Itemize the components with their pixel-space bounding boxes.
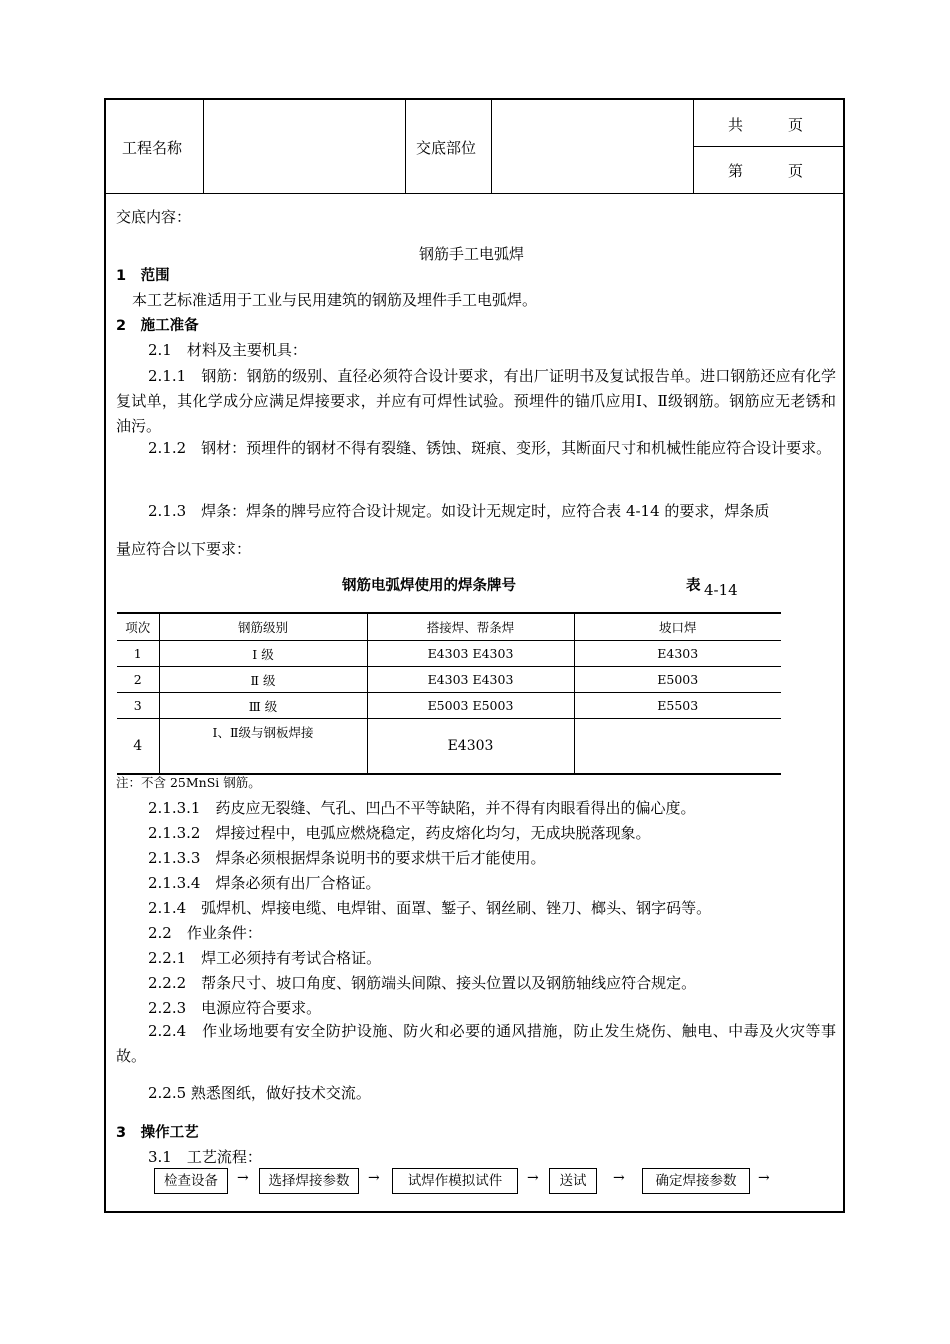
table-header-row bbox=[117, 613, 781, 641]
table-row bbox=[117, 667, 781, 693]
divider bbox=[405, 100, 406, 193]
table-cell: E4303 E4303 bbox=[367, 641, 574, 667]
paragraph: 2.2.3 电源应符合要求。 bbox=[148, 999, 322, 1017]
content-label: 交底内容： bbox=[116, 208, 192, 226]
table-row bbox=[117, 693, 781, 719]
document-frame bbox=[104, 98, 845, 1213]
total-pages-label: 共 页 bbox=[728, 116, 804, 134]
table-cell: E5503 bbox=[574, 693, 781, 719]
table-cell: E4303 E4303 bbox=[367, 667, 574, 693]
table-note: 注：不含 25MnSi 钢筋。 bbox=[116, 775, 261, 790]
flow-step-check-equipment: 检查设备 bbox=[154, 1168, 228, 1194]
arrow-right-icon: → bbox=[368, 1170, 380, 1186]
handover-part-label: 交底部位 bbox=[416, 139, 477, 157]
flow-step-trial-weld: 试焊作模拟试件 bbox=[392, 1168, 518, 1194]
paragraph: 2.1 材料及主要机具： bbox=[148, 341, 307, 359]
paragraph: 量应符合以下要求： bbox=[116, 540, 252, 558]
paragraph: 3.1 工艺流程： bbox=[148, 1148, 262, 1166]
flow-step-select-parameters: 选择焊接参数 bbox=[259, 1168, 359, 1194]
table-cell: E4303 bbox=[574, 641, 781, 667]
project-name-label: 工程名称 bbox=[122, 139, 183, 157]
flow-step-send-test: 送试 bbox=[549, 1168, 597, 1194]
paragraph: 2.1.3 焊条：焊条的牌号应符合设计规定。如设计无规定时，应符合表 4-14 的要求，焊条质 bbox=[148, 502, 770, 520]
table-header-cell: 钢筋级别 bbox=[159, 613, 367, 641]
table-cell: E4303 bbox=[367, 719, 574, 775]
divider bbox=[693, 146, 843, 147]
table-title: 钢筋电弧焊使用的焊条牌号 bbox=[342, 578, 516, 594]
table-cell: Ⅰ 级 bbox=[159, 641, 367, 667]
paragraph: 2.1.3.3 焊条必须根据焊条说明书的要求烘干后才能使用。 bbox=[148, 849, 546, 867]
paragraph: 2.1.3.1 药皮应无裂缝、气孔、凹凸不平等缺陷，并不得有肉眼看得出的偏心度。 bbox=[148, 799, 696, 817]
paragraph: 2.1.3.2 焊接过程中，电弧应燃烧稳定，药皮熔化均匀，无成块脱落现象。 bbox=[148, 824, 651, 842]
table-cell: E5003 E5003 bbox=[367, 693, 574, 719]
arrow-right-icon: → bbox=[527, 1170, 539, 1186]
table-cell: Ⅱ 级 bbox=[159, 667, 367, 693]
paragraph: 2.2.1 焊工必须持有考试合格证。 bbox=[148, 949, 382, 967]
flow-step-confirm-parameters: 确定焊接参数 bbox=[642, 1168, 750, 1194]
paragraph: 2.1.3.4 焊条必须有出厂合格证。 bbox=[148, 874, 381, 892]
section-heading: 3 操作工艺 bbox=[116, 1125, 199, 1141]
arrow-right-icon: → bbox=[613, 1170, 625, 1186]
header-row bbox=[106, 100, 843, 194]
table-cell bbox=[574, 719, 781, 775]
arrow-right-icon: → bbox=[237, 1170, 249, 1186]
divider bbox=[203, 100, 204, 193]
table-number-label: 表 bbox=[686, 578, 701, 594]
paragraph: 本工艺标准适用于工业与民用建筑的钢筋及埋件手工电弧焊。 bbox=[132, 291, 538, 309]
table-header-cell: 坡口焊 bbox=[574, 613, 781, 641]
table-cell: E5003 bbox=[574, 667, 781, 693]
electrode-table bbox=[117, 612, 781, 775]
paragraph: 2.2.2 帮条尺寸、坡口角度、钢筋端头间隙、接头位置以及钢筋轴线应符合规定。 bbox=[148, 974, 697, 992]
table-number: 4-14 bbox=[704, 581, 738, 599]
table-cell: 2 bbox=[117, 667, 159, 693]
paragraph: 2.1.1 钢筋：钢筋的级别、直径必须符合设计要求，有出厂证明书及复试报告单。进口钢筋还应有化学复试单，其化学成分应满足焊接要求，并应有可焊性试验。预埋件的锚爪应用Ⅰ、Ⅱ级钢筋。钢筋应无老锈和油污。 bbox=[116, 367, 836, 435]
page-number-label: 第 页 bbox=[728, 162, 804, 180]
paragraph: 2.1.2 钢材：预埋件的钢材不得有裂缝、锈蚀、斑痕、变形，其断面尺寸和机械性能应符合设计要求。 bbox=[148, 439, 832, 457]
table-header-cell: 项次 bbox=[117, 613, 159, 641]
document-title: 钢筋手工电弧焊 bbox=[419, 245, 525, 263]
table-cell: Ⅲ 级 bbox=[159, 693, 367, 719]
table-cell: 1 bbox=[117, 641, 159, 667]
table-row bbox=[117, 719, 781, 775]
paragraph: 2.2 作业条件： bbox=[148, 924, 262, 942]
paragraph: 2.2.4 作业场地要有安全防护设施、防火和必要的通风措施，防止发生烧伤、触电、中毒及火灾等事故。 bbox=[116, 1022, 836, 1065]
paragraph: 2.1.4 弧焊机、焊接电缆、电焊钳、面罩、錾子、钢丝刷、锉刀、榔头、钢字码等。 bbox=[148, 899, 712, 917]
paragraph: 2.2.5 熟悉图纸，做好技术交流。 bbox=[148, 1084, 371, 1102]
divider bbox=[491, 100, 492, 193]
section-heading: 2 施工准备 bbox=[116, 318, 199, 334]
table-cell: 4 bbox=[117, 719, 159, 775]
arrow-right-icon: → bbox=[758, 1170, 770, 1186]
table-header-cell: 搭接焊、帮条焊 bbox=[367, 613, 574, 641]
section-heading: 1 范围 bbox=[116, 268, 170, 284]
table-row bbox=[117, 641, 781, 667]
table-cell: 3 bbox=[117, 693, 159, 719]
table-cell: Ⅰ、Ⅱ级与钢板焊接 bbox=[159, 719, 367, 775]
